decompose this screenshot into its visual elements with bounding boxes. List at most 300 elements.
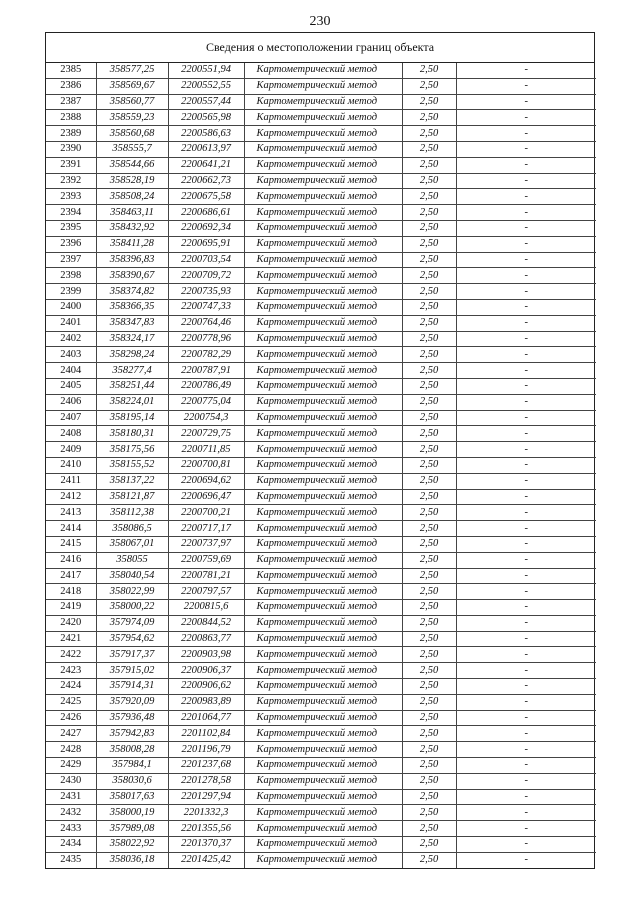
method-cell: Картометрический метод <box>244 852 402 867</box>
point-number-cell: 2398 <box>46 268 96 284</box>
y-coordinate-cell: 2200717,17 <box>168 521 244 537</box>
point-number-cell: 2417 <box>46 568 96 584</box>
y-coordinate-cell: 2200782,29 <box>168 347 244 363</box>
y-coordinate-cell: 2200695,91 <box>168 236 244 252</box>
table-row <box>46 552 596 568</box>
x-coordinate-cell: 358022,99 <box>96 584 168 600</box>
y-coordinate-cell: 2200737,97 <box>168 536 244 552</box>
accuracy-cell: 2,50 <box>402 236 456 252</box>
point-number-cell: 2391 <box>46 157 96 173</box>
description-cell: - <box>456 220 596 236</box>
description-cell: - <box>456 710 596 726</box>
method-cell: Картометрический метод <box>244 789 402 805</box>
description-cell: - <box>456 773 596 789</box>
x-coordinate-cell: 358022,92 <box>96 837 168 853</box>
description-cell: - <box>456 679 596 695</box>
accuracy-cell: 2,50 <box>402 299 456 315</box>
accuracy-cell: 2,50 <box>402 694 456 710</box>
table-row <box>46 141 596 157</box>
y-coordinate-cell: 2200552,55 <box>168 78 244 94</box>
y-coordinate-cell: 2201102,84 <box>168 726 244 742</box>
table-row <box>46 268 596 284</box>
x-coordinate-cell: 358137,22 <box>96 473 168 489</box>
accuracy-cell: 2,50 <box>402 268 456 284</box>
description-cell: - <box>456 631 596 647</box>
table-row <box>46 189 596 205</box>
boundary-table-sheet <box>45 32 595 869</box>
accuracy-cell: 2,50 <box>402 489 456 505</box>
table-row <box>46 600 596 616</box>
method-cell: Картометрический метод <box>244 173 402 189</box>
table-row <box>46 615 596 631</box>
x-coordinate-cell: 357984,1 <box>96 758 168 774</box>
method-cell: Картометрический метод <box>244 157 402 173</box>
method-cell: Картометрический метод <box>244 252 402 268</box>
x-coordinate-cell: 357915,02 <box>96 663 168 679</box>
accuracy-cell: 2,50 <box>402 505 456 521</box>
method-cell: Картометрический метод <box>244 663 402 679</box>
point-number-cell: 2429 <box>46 758 96 774</box>
point-number-cell: 2389 <box>46 126 96 142</box>
description-cell: - <box>456 663 596 679</box>
table-row <box>46 821 596 837</box>
table-row <box>46 536 596 552</box>
x-coordinate-cell: 358121,87 <box>96 489 168 505</box>
description-cell: - <box>456 442 596 458</box>
method-cell: Картометрический метод <box>244 220 402 236</box>
table-row <box>46 679 596 695</box>
description-cell: - <box>456 236 596 252</box>
table-row <box>46 126 596 142</box>
method-cell: Картометрический метод <box>244 63 402 78</box>
y-coordinate-cell: 2200863,77 <box>168 631 244 647</box>
coordinates-table-body <box>46 63 596 868</box>
table-row <box>46 252 596 268</box>
method-cell: Картометрический метод <box>244 110 402 126</box>
x-coordinate-cell: 357954,62 <box>96 631 168 647</box>
x-coordinate-cell: 358277,4 <box>96 363 168 379</box>
x-coordinate-cell: 358555,7 <box>96 141 168 157</box>
table-row <box>46 584 596 600</box>
accuracy-cell: 2,50 <box>402 457 456 473</box>
x-coordinate-cell: 358155,52 <box>96 457 168 473</box>
point-number-cell: 2414 <box>46 521 96 537</box>
y-coordinate-cell: 2200735,93 <box>168 284 244 300</box>
point-number-cell: 2409 <box>46 442 96 458</box>
point-number-cell: 2390 <box>46 141 96 157</box>
method-cell: Картометрический метод <box>244 505 402 521</box>
point-number-cell: 2392 <box>46 173 96 189</box>
method-cell: Картометрический метод <box>244 837 402 853</box>
point-number-cell: 2411 <box>46 473 96 489</box>
x-coordinate-cell: 358036,18 <box>96 852 168 867</box>
x-coordinate-cell: 357917,37 <box>96 647 168 663</box>
table-row <box>46 568 596 584</box>
accuracy-cell: 2,50 <box>402 78 456 94</box>
description-cell: - <box>456 600 596 616</box>
accuracy-cell: 2,50 <box>402 821 456 837</box>
method-cell: Картометрический метод <box>244 299 402 315</box>
table-row <box>46 837 596 853</box>
y-coordinate-cell: 2200696,47 <box>168 489 244 505</box>
y-coordinate-cell: 2201196,79 <box>168 742 244 758</box>
point-number-cell: 2420 <box>46 615 96 631</box>
accuracy-cell: 2,50 <box>402 220 456 236</box>
accuracy-cell: 2,50 <box>402 679 456 695</box>
description-cell: - <box>456 521 596 537</box>
y-coordinate-cell: 2200694,62 <box>168 473 244 489</box>
accuracy-cell: 2,50 <box>402 789 456 805</box>
x-coordinate-cell: 358067,01 <box>96 536 168 552</box>
table-row <box>46 489 596 505</box>
description-cell: - <box>456 584 596 600</box>
description-cell: - <box>456 805 596 821</box>
x-coordinate-cell: 358180,31 <box>96 426 168 442</box>
description-cell: - <box>456 347 596 363</box>
x-coordinate-cell: 358560,68 <box>96 126 168 142</box>
point-number-cell: 2394 <box>46 205 96 221</box>
point-number-cell: 2399 <box>46 284 96 300</box>
y-coordinate-cell: 2201332,3 <box>168 805 244 821</box>
y-coordinate-cell: 2200906,37 <box>168 663 244 679</box>
y-coordinate-cell: 2200844,52 <box>168 615 244 631</box>
accuracy-cell: 2,50 <box>402 710 456 726</box>
description-cell: - <box>456 837 596 853</box>
x-coordinate-cell: 358463,11 <box>96 205 168 221</box>
table-row <box>46 63 596 78</box>
y-coordinate-cell: 2200764,46 <box>168 315 244 331</box>
x-coordinate-cell: 357936,48 <box>96 710 168 726</box>
method-cell: Картометрический метод <box>244 315 402 331</box>
method-cell: Картометрический метод <box>244 284 402 300</box>
method-cell: Картометрический метод <box>244 410 402 426</box>
point-number-cell: 2431 <box>46 789 96 805</box>
point-number-cell: 2412 <box>46 489 96 505</box>
accuracy-cell: 2,50 <box>402 568 456 584</box>
y-coordinate-cell: 2200586,63 <box>168 126 244 142</box>
x-coordinate-cell: 358411,28 <box>96 236 168 252</box>
y-coordinate-cell: 2201278,58 <box>168 773 244 789</box>
point-number-cell: 2393 <box>46 189 96 205</box>
table-row <box>46 694 596 710</box>
accuracy-cell: 2,50 <box>402 347 456 363</box>
accuracy-cell: 2,50 <box>402 837 456 853</box>
method-cell: Картометрический метод <box>244 694 402 710</box>
method-cell: Картометрический метод <box>244 536 402 552</box>
method-cell: Картометрический метод <box>244 710 402 726</box>
x-coordinate-cell: 358559,23 <box>96 110 168 126</box>
description-cell: - <box>456 726 596 742</box>
description-cell: - <box>456 189 596 205</box>
point-number-cell: 2419 <box>46 600 96 616</box>
point-number-cell: 2404 <box>46 363 96 379</box>
accuracy-cell: 2,50 <box>402 126 456 142</box>
table-row <box>46 426 596 442</box>
description-cell: - <box>456 94 596 110</box>
y-coordinate-cell: 2200754,3 <box>168 410 244 426</box>
x-coordinate-cell: 358560,77 <box>96 94 168 110</box>
x-coordinate-cell: 358528,19 <box>96 173 168 189</box>
x-coordinate-cell: 357920,09 <box>96 694 168 710</box>
x-coordinate-cell: 358055 <box>96 552 168 568</box>
table-row <box>46 726 596 742</box>
x-coordinate-cell: 358224,01 <box>96 394 168 410</box>
method-cell: Картометрический метод <box>244 600 402 616</box>
description-cell: - <box>456 568 596 584</box>
x-coordinate-cell: 357942,83 <box>96 726 168 742</box>
table-row <box>46 78 596 94</box>
description-cell: - <box>456 78 596 94</box>
accuracy-cell: 2,50 <box>402 536 456 552</box>
method-cell: Картометрический метод <box>244 489 402 505</box>
x-coordinate-cell: 358396,83 <box>96 252 168 268</box>
accuracy-cell: 2,50 <box>402 94 456 110</box>
y-coordinate-cell: 2200903,98 <box>168 647 244 663</box>
accuracy-cell: 2,50 <box>402 852 456 867</box>
method-cell: Картометрический метод <box>244 568 402 584</box>
method-cell: Картометрический метод <box>244 378 402 394</box>
method-cell: Картометрический метод <box>244 805 402 821</box>
point-number-cell: 2422 <box>46 647 96 663</box>
table-row <box>46 631 596 647</box>
accuracy-cell: 2,50 <box>402 726 456 742</box>
point-number-cell: 2401 <box>46 315 96 331</box>
method-cell: Картометрический метод <box>244 473 402 489</box>
x-coordinate-cell: 358008,28 <box>96 742 168 758</box>
method-cell: Картометрический метод <box>244 457 402 473</box>
description-cell: - <box>456 694 596 710</box>
point-number-cell: 2408 <box>46 426 96 442</box>
method-cell: Картометрический метод <box>244 347 402 363</box>
table-row <box>46 394 596 410</box>
x-coordinate-cell: 358030,6 <box>96 773 168 789</box>
point-number-cell: 2403 <box>46 347 96 363</box>
accuracy-cell: 2,50 <box>402 600 456 616</box>
description-cell: - <box>456 852 596 867</box>
accuracy-cell: 2,50 <box>402 742 456 758</box>
table-row <box>46 110 596 126</box>
table-row <box>46 205 596 221</box>
description-cell: - <box>456 505 596 521</box>
table-row <box>46 173 596 189</box>
method-cell: Картометрический метод <box>244 394 402 410</box>
point-number-cell: 2410 <box>46 457 96 473</box>
x-coordinate-cell: 358017,63 <box>96 789 168 805</box>
accuracy-cell: 2,50 <box>402 521 456 537</box>
description-cell: - <box>456 647 596 663</box>
table-row <box>46 284 596 300</box>
y-coordinate-cell: 2200747,33 <box>168 299 244 315</box>
x-coordinate-cell: 358577,25 <box>96 63 168 78</box>
method-cell: Картометрический метод <box>244 821 402 837</box>
description-cell: - <box>456 821 596 837</box>
description-cell: - <box>456 157 596 173</box>
y-coordinate-cell: 2200778,96 <box>168 331 244 347</box>
accuracy-cell: 2,50 <box>402 473 456 489</box>
y-coordinate-cell: 2200729,75 <box>168 426 244 442</box>
description-cell: - <box>456 268 596 284</box>
method-cell: Картометрический метод <box>244 126 402 142</box>
description-cell: - <box>456 489 596 505</box>
description-cell: - <box>456 742 596 758</box>
description-cell: - <box>456 378 596 394</box>
table-row <box>46 521 596 537</box>
method-cell: Картометрический метод <box>244 363 402 379</box>
accuracy-cell: 2,50 <box>402 615 456 631</box>
y-coordinate-cell: 2200906,62 <box>168 679 244 695</box>
x-coordinate-cell: 357914,31 <box>96 679 168 695</box>
table-header-title: Сведения о местоположении границ объекта <box>46 33 594 63</box>
point-number-cell: 2400 <box>46 299 96 315</box>
x-coordinate-cell: 358390,67 <box>96 268 168 284</box>
point-number-cell: 2426 <box>46 710 96 726</box>
point-number-cell: 2421 <box>46 631 96 647</box>
table-row <box>46 331 596 347</box>
method-cell: Картометрический метод <box>244 236 402 252</box>
method-cell: Картометрический метод <box>244 742 402 758</box>
description-cell: - <box>456 410 596 426</box>
method-cell: Картометрический метод <box>244 205 402 221</box>
description-cell: - <box>456 63 596 78</box>
point-number-cell: 2427 <box>46 726 96 742</box>
point-number-cell: 2430 <box>46 773 96 789</box>
accuracy-cell: 2,50 <box>402 110 456 126</box>
point-number-cell: 2387 <box>46 94 96 110</box>
x-coordinate-cell: 358040,54 <box>96 568 168 584</box>
description-cell: - <box>456 394 596 410</box>
y-coordinate-cell: 2201425,42 <box>168 852 244 867</box>
x-coordinate-cell: 358569,67 <box>96 78 168 94</box>
accuracy-cell: 2,50 <box>402 141 456 157</box>
x-coordinate-cell: 358175,56 <box>96 442 168 458</box>
description-cell: - <box>456 758 596 774</box>
table-row <box>46 347 596 363</box>
y-coordinate-cell: 2200557,44 <box>168 94 244 110</box>
accuracy-cell: 2,50 <box>402 363 456 379</box>
y-coordinate-cell: 2200675,58 <box>168 189 244 205</box>
method-cell: Картометрический метод <box>244 726 402 742</box>
x-coordinate-cell: 358374,82 <box>96 284 168 300</box>
x-coordinate-cell: 358508,24 <box>96 189 168 205</box>
y-coordinate-cell: 2200641,21 <box>168 157 244 173</box>
description-cell: - <box>456 299 596 315</box>
accuracy-cell: 2,50 <box>402 284 456 300</box>
table-row <box>46 663 596 679</box>
method-cell: Картометрический метод <box>244 615 402 631</box>
description-cell: - <box>456 315 596 331</box>
y-coordinate-cell: 2200983,89 <box>168 694 244 710</box>
method-cell: Картометрический метод <box>244 773 402 789</box>
x-coordinate-cell: 358086,5 <box>96 521 168 537</box>
point-number-cell: 2424 <box>46 679 96 695</box>
table-row <box>46 852 596 867</box>
description-cell: - <box>456 205 596 221</box>
accuracy-cell: 2,50 <box>402 773 456 789</box>
accuracy-cell: 2,50 <box>402 315 456 331</box>
description-cell: - <box>456 789 596 805</box>
method-cell: Картометрический метод <box>244 552 402 568</box>
method-cell: Картометрический метод <box>244 679 402 695</box>
accuracy-cell: 2,50 <box>402 663 456 679</box>
accuracy-cell: 2,50 <box>402 189 456 205</box>
y-coordinate-cell: 2200551,94 <box>168 63 244 78</box>
method-cell: Картометрический метод <box>244 442 402 458</box>
method-cell: Картометрический метод <box>244 584 402 600</box>
x-coordinate-cell: 358544,66 <box>96 157 168 173</box>
x-coordinate-cell: 358000,19 <box>96 805 168 821</box>
description-cell: - <box>456 284 596 300</box>
table-row <box>46 220 596 236</box>
method-cell: Картометрический метод <box>244 647 402 663</box>
accuracy-cell: 2,50 <box>402 805 456 821</box>
point-number-cell: 2385 <box>46 63 96 78</box>
table-row <box>46 805 596 821</box>
description-cell: - <box>456 110 596 126</box>
y-coordinate-cell: 2201370,37 <box>168 837 244 853</box>
y-coordinate-cell: 2201297,94 <box>168 789 244 805</box>
accuracy-cell: 2,50 <box>402 252 456 268</box>
table-row <box>46 647 596 663</box>
point-number-cell: 2396 <box>46 236 96 252</box>
method-cell: Картометрический метод <box>244 631 402 647</box>
point-number-cell: 2395 <box>46 220 96 236</box>
table-row <box>46 442 596 458</box>
accuracy-cell: 2,50 <box>402 63 456 78</box>
table-row <box>46 378 596 394</box>
method-cell: Картометрический метод <box>244 331 402 347</box>
description-cell: - <box>456 552 596 568</box>
accuracy-cell: 2,50 <box>402 552 456 568</box>
y-coordinate-cell: 2200815,6 <box>168 600 244 616</box>
method-cell: Картометрический метод <box>244 758 402 774</box>
table-row <box>46 505 596 521</box>
point-number-cell: 2416 <box>46 552 96 568</box>
y-coordinate-cell: 2200565,98 <box>168 110 244 126</box>
x-coordinate-cell: 358195,14 <box>96 410 168 426</box>
accuracy-cell: 2,50 <box>402 631 456 647</box>
description-cell: - <box>456 363 596 379</box>
description-cell: - <box>456 141 596 157</box>
point-number-cell: 2433 <box>46 821 96 837</box>
y-coordinate-cell: 2200711,85 <box>168 442 244 458</box>
accuracy-cell: 2,50 <box>402 584 456 600</box>
table-row <box>46 789 596 805</box>
accuracy-cell: 2,50 <box>402 331 456 347</box>
point-number-cell: 2423 <box>46 663 96 679</box>
table-row <box>46 710 596 726</box>
accuracy-cell: 2,50 <box>402 157 456 173</box>
y-coordinate-cell: 2200759,69 <box>168 552 244 568</box>
point-number-cell: 2388 <box>46 110 96 126</box>
y-coordinate-cell: 2200797,57 <box>168 584 244 600</box>
method-cell: Картометрический метод <box>244 426 402 442</box>
y-coordinate-cell: 2200786,49 <box>168 378 244 394</box>
description-cell: - <box>456 426 596 442</box>
point-number-cell: 2428 <box>46 742 96 758</box>
method-cell: Картометрический метод <box>244 78 402 94</box>
description-cell: - <box>456 173 596 189</box>
table-row <box>46 742 596 758</box>
y-coordinate-cell: 2200709,72 <box>168 268 244 284</box>
accuracy-cell: 2,50 <box>402 758 456 774</box>
x-coordinate-cell: 358112,38 <box>96 505 168 521</box>
x-coordinate-cell: 358366,35 <box>96 299 168 315</box>
y-coordinate-cell: 2201064,77 <box>168 710 244 726</box>
method-cell: Картометрический метод <box>244 189 402 205</box>
y-coordinate-cell: 2200781,21 <box>168 568 244 584</box>
table-row <box>46 236 596 252</box>
x-coordinate-cell: 358347,83 <box>96 315 168 331</box>
